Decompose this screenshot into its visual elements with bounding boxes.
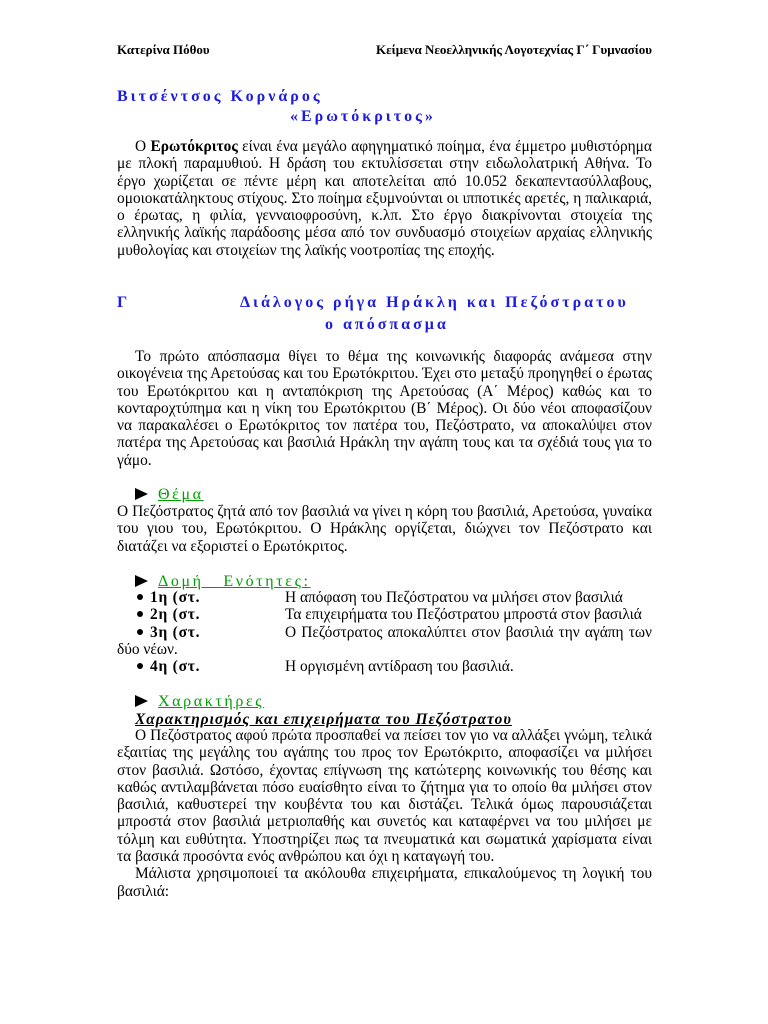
section-number: 4η (στ. [150, 658, 201, 676]
intro-paragraph [117, 138, 652, 259]
section-list [117, 589, 652, 675]
section-number: 3η (στ. [150, 623, 201, 641]
header-author: Κατερίνα Πόθου [117, 42, 210, 57]
theme-paragraph: Ο Πεζόστρατος ζητά από τον βασιλιά να γίνει η κόρη του βασιλιά, Αρετούσα, γυναίκα του γιου του, Ερωτόκριτου. Ο Ηράκλης οργίζεται, διώχνει τον Πεζόστρατο και διατάζει να εξοριστεί ο Ερωτόκριτος. [117, 503, 652, 555]
section-number: 2η (στ. [150, 606, 201, 624]
structure-heading-text: Δομή Ενότητες: [158, 573, 311, 590]
characters-heading [135, 692, 264, 712]
intro-lead: Ο [135, 138, 151, 155]
section-list-item [117, 589, 652, 606]
section-list-item [117, 658, 652, 675]
character-paragraph: Ο Πεζόστρατος αφού πρώτα προσπαθεί να πείσει τον γιο να αλλάξει γνώμη, τελικά εξαιτίας της μεγάλης του αγάπης του προς τον Ερωτόκριτο, αποφασίζει να μιλήσει στον βασιλιά. Ωστόσο, έχοντας επίγνωση της κατώτερης κοινωνικής του θέσης και καθώς αντιλαμβάνεται πόσο ευαίσθητο είναι το ζήτημα για το οποίο θα μιλήσει στον βασιλιά, καθυστερεί την κουβέντα του και διστάζει. Τελικά όμως παρουσιάζεται μπροστά στον βασιλιά μετριοπαθής και συνετός και καταφέρνει να του μιλήσει με τόλμη και ευθύτητα. Υποστηρίζει πως τα πνευματικά και σωματικά χαρίσματα είναι τα βασικά προσόντα ενός ανθρώπου και όχι η καταγωγή του. [117, 727, 652, 866]
work-title: «Ερωτόκριτος» [290, 108, 436, 125]
right-pointer-icon [135, 695, 148, 707]
bullet-icon [137, 606, 150, 623]
intro-text: είναι ένα μεγάλο αφηγηματικό ποίημα, ένα έμμετρο μυθιστόρημα με πλοκή παραμυθιού. Η δράση του εκτυλίσσεται στην ειδωλολατρική Αθήνα. Το έργο χωρίζεται σε πέντε μέρη και αποτελείται από 10.052 δεκαπεντασύλλαβους, ομοιοκατάληκτους στίχους. Στο ποίημα εξυμνούνται οι ιπποτικές αρετές, η παλικαριά, ο έρωτας, η φιλία, γενναιοφροσύνη, κ.λπ. Στο έργο διακρίνονται στοιχεία της ελληνικής λαϊκής παράδοσης μέσα από τον συνδυασμό στοιχείων αρχαίας ελληνικής μυθολογίας και στοιχείων της λαϊκής νοοτροπίας της εποχής. [117, 138, 652, 259]
characters-heading-text: Χαρακτήρες [158, 693, 265, 710]
character-section-body [117, 727, 652, 900]
bullet-icon [137, 624, 150, 641]
section-list-item [117, 606, 652, 623]
section-list-item [117, 624, 652, 659]
theme-heading-text: Θέμα [158, 486, 204, 503]
bullet-icon [137, 658, 150, 675]
section-description: Ο Πεζόστρατος αποκαλύπτει στον βασιλιά την αγάπη των δύο νέων. [117, 623, 652, 658]
intro-bold-title: Ερωτόκριτος [150, 138, 238, 155]
section-description: Τα επιχειρήματα του Πεζόστρατου μπροστά στον βασιλιά [285, 606, 642, 624]
character-subheading: Χαρακτηρισμός και επιχειρήματα του Πεζόστρατου [135, 711, 512, 728]
section-description: Η οργισμένη αντίδραση του βασιλιά. [285, 658, 514, 676]
right-pointer-icon [135, 575, 148, 587]
bullet-icon [137, 589, 150, 606]
right-pointer-icon [135, 488, 148, 500]
poet-name: Βιτσέντσος Κορνάρος [117, 88, 323, 105]
section-number: 1η (στ. [150, 589, 201, 606]
excerpt-title: Διάλογος ρήγα Ηράκλη και Πεζόστρατου [240, 294, 629, 311]
excerpt-subtitle: ο απόσπασμα [325, 316, 449, 333]
excerpt-summary-paragraph: Το πρώτο απόσπασμα θίγει το θέμα της κοινωνικής διαφοράς ανάμεσα στην οικογένεια της Αρετούσας και του Ερωτόκριτου. Έχει στο μεταξύ προηγηθεί ο έρωτας του Ερωτόκριτου και η ανταπόκριση της Αρετούσας (Α΄ Μέρος) καθώς και το κονταροχτύπημα και η νίκη του Ερωτόκριτου (Β΄ Μέρος). Οι δύο νέοι αποφασίζουν να παρακαλέσει ο Ερωτόκριτος τον πατέρα του, Πεζόστρατο, να αποκαλύψει στον πατέρα της Αρετούσας και βασιλιά Ηράκλη την αγάπη τους και τα σχέδιά τους για το γάμο. [117, 348, 652, 469]
excerpt-label: Γ [117, 294, 131, 311]
header-course: Κείμενα Νεοελληνικής Λογοτεχνίας Γ΄ Γυμνασίου [376, 42, 652, 57]
character-paragraph: Μάλιστα χρησιμοποιεί τα ακόλουθα επιχειρήματα, επικαλούμενος τη λογική του βασιλιά: [117, 865, 652, 900]
section-description: Η απόφαση του Πεζόστρατου να μιλήσει στον βασιλιά [285, 589, 623, 606]
theme-heading [135, 485, 204, 505]
